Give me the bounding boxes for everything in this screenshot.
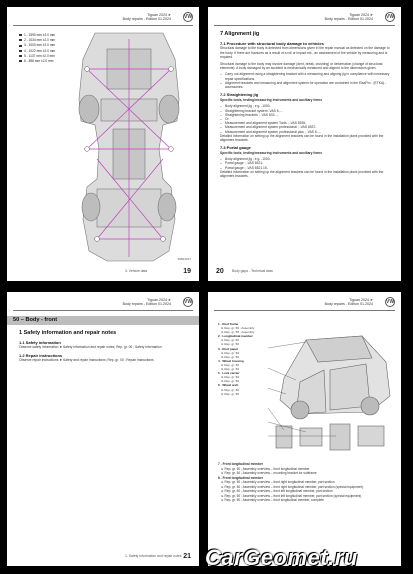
bullet: – Carry out alignment using a straightening bracket with a measuring and aligning jig in compliance with necessary repair specifications. <box>220 72 393 80</box>
legend-item: 4 - 1022 mm ±2.0 mm <box>19 49 55 54</box>
list-item: – Body alignment jig ; e.g. -1000- <box>220 104 393 108</box>
tools-heading: Specific tools, testing/measuring instruments and auxiliary items <box>220 97 323 102</box>
page-header: Tiguan 2024 ➤ Body repairs - Edition 01.2024 <box>324 298 373 307</box>
legend-item: 5 - Lock carrier <box>218 371 240 376</box>
list-item: ➤ Rep. gr. 50 ; Assembly overview – front longitudinal member <box>221 466 310 471</box>
body-shell-exploded-diagram <box>266 318 396 458</box>
legend-item: 2 - 1034 mm ±2.0 mm <box>19 38 55 43</box>
header-model: Tiguan 2024 ➤ <box>147 13 171 17</box>
list-item: – Portal gauge ; -VAS 6521.15- <box>220 166 393 170</box>
site-watermark: CarGeomet.ru <box>205 545 358 570</box>
figure-code: Z9824227 <box>177 257 191 261</box>
paragraph: Observe safety information ➤ Safety information and repair notes; Rep. gr. 00 ; Safety information <box>19 345 162 350</box>
header-divider <box>13 25 193 26</box>
list-item: – Or <box>220 117 393 121</box>
bullet: – Alignment brackets and measuring and alignment system for operation are contained in the ElsaPro - (ETKA) - accessories. <box>220 81 393 89</box>
page-footer: 1. Safety information and repair notes <box>125 554 182 558</box>
list-item: ➤ Rep. gr. 50 ; Assembly overview – front left longitudinal member, part section (special equipment) <box>221 493 362 498</box>
paragraph: Observe repair instructions ➤ Safety and repair instructions; Rep. gr. 00 ; Repair instructions <box>19 358 154 363</box>
alignment-jig-section <box>220 31 393 181</box>
list-item: – Measurement and alignment system professional plus ; -VAS 6...- <box>220 130 393 134</box>
vw-logo: VW <box>386 14 395 20</box>
manual-page-19 <box>7 7 199 281</box>
page-number: 19 <box>183 268 191 275</box>
chapter-band: 50 – Body - front <box>7 316 199 325</box>
list-item: ➤ Rep. gr. 50 ; Assembly overview – front right longitudinal member, part section <box>221 480 335 484</box>
header-divider <box>214 25 395 26</box>
list-item: – Straightening brackets ; -VAS 502...- <box>220 113 393 117</box>
page-header: Tiguan 2024 ➤ Body repairs - Edition 01.2024 <box>324 13 373 22</box>
page-number: 20 <box>216 268 224 275</box>
header-divider <box>13 310 193 311</box>
dimension-legend <box>19 33 55 64</box>
list-item: – Measurement and alignment system professional ; -VAS 6537- <box>220 125 393 129</box>
list-item: – Measurement and alignment system Tools ; -VAS 6535- <box>220 121 393 125</box>
paragraph: Structural damage to the body may involve damage (dent, break, crushing) or deformation (change of structural elements). A body damaged by an accident is mechanically measured and aligned to the dimensions given. <box>220 61 383 70</box>
parts-legend: 1 - Roof frame ➤ Rep. gr. 50 ; Assembly ➤ Rep. gr. 50 ; Assembly 2 - Longitudinal member ➤ Rep. gr. 50 ➤ Rep. gr. 50 3 - Roof panel ➤ Rep. gr. 50 ➤ Rep. gr. 50 4 - Wheel housing ➤ Rep. gr. 50 ➤ Rep. gr. 50 5 - Lock carrier ➤ Rep. gr. 50 ➤ Rep. gr. 50 6 - Wheel arch ➤ Rep. gr. 50 ➤ Rep. gr. 50 <box>218 322 264 396</box>
subsection-heading: 7.2 Straightening jig <box>220 92 259 98</box>
legend-item: 3 - 1000 mm ±2.0 mm <box>19 43 55 48</box>
manual-page-22 <box>208 292 401 566</box>
header-doc: Body repairs - Edition 01.2024 <box>122 17 171 22</box>
list-item: – Portal gauge ; -VAS 6521- <box>220 161 393 165</box>
section-heading: 1 Safety information and repair notes <box>19 330 117 336</box>
vw-logo: VW <box>184 14 193 20</box>
vw-logo: VW <box>184 299 193 305</box>
page-header: Tiguan 2024 ➤ Body repairs - Edition 01.2024 <box>122 298 171 307</box>
list-item: 8 - Front longitudinal member <box>218 475 263 480</box>
manual-page-20 <box>208 7 401 281</box>
list-item: 7 - Front longitudinal member <box>218 462 263 466</box>
legend-item: 1 - 1590 mm ±2.0 mm <box>19 33 55 38</box>
legend-item: 5 - 1137 mm ±2.0 mm <box>19 54 55 59</box>
legend-item: 6 - Wheel arch <box>218 383 239 388</box>
page-number: 21 <box>183 553 191 560</box>
legend-item: 6 - 898 mm ±2.0 mm <box>19 59 55 64</box>
list-item: – Body alignment jig ; e.g. -1000- <box>220 157 393 161</box>
vw-logo: VW <box>386 299 395 305</box>
list-item: ➤ Rep. gr. 50 ; Assembly overview – front right longitudinal member, part section (special equipment) <box>221 484 364 489</box>
legend-item: 4 - Wheel housing <box>218 358 244 363</box>
page-footer: 3. Vehicle data <box>125 269 148 273</box>
legend-item: 1 - Roof frame <box>218 322 239 326</box>
paragraph: Detailed information on setting up the alignment brackets can be found in the installation plans provided with the alignment brackets. <box>220 169 384 179</box>
tools-heading: Specific tools, testing/measuring instruments and auxiliary items <box>220 150 323 155</box>
legend-item: 3 - Roof panel <box>218 346 238 351</box>
subsection-heading: 7.1 Procedure with structural body damage to vehicles <box>220 41 324 46</box>
manual-page-21 <box>7 292 199 566</box>
page-header <box>123 13 171 22</box>
safety-section <box>19 330 191 365</box>
list-item: – Straightening bracket system -VAS 6...- <box>220 109 393 113</box>
paragraph: Structural damage to the body is detected from dimensions given in the repair manual as detected on the damage to the body. If there are fractures as a result of a roll or impact etc., an assessment of the vehicle by measuring and is required. <box>220 46 390 59</box>
subsection-heading: 1.1 Safety information <box>19 340 61 345</box>
list-item: ➤ Rep. gr. 50 ; Assembly overview – front longitudinal member, complete <box>221 498 324 502</box>
list-item: ➤ Rep. gr. 50 ; Assembly overview – front left longitudinal member, part section <box>221 489 333 493</box>
underbody-diagram <box>67 29 193 265</box>
subsection-heading: 1.2 Repair instructions <box>19 352 63 358</box>
legend-item: 2 - Longitudinal member <box>218 334 253 339</box>
header-divider <box>214 310 395 311</box>
parts-list <box>218 462 393 503</box>
section-heading: 7 Alignment jig <box>220 31 260 37</box>
list-item: ➤ Rep. gr. 50 ; Assembly overview – mounting bracket for subframe <box>221 471 317 475</box>
paragraph: Detailed information on setting up the alignment brackets can be found in the installation plans provided with the alignment brackets. <box>220 133 384 142</box>
page-footer: Body gaps - Technical data <box>232 269 273 273</box>
subsection-heading: 7.3 Portal gauge <box>220 145 251 151</box>
